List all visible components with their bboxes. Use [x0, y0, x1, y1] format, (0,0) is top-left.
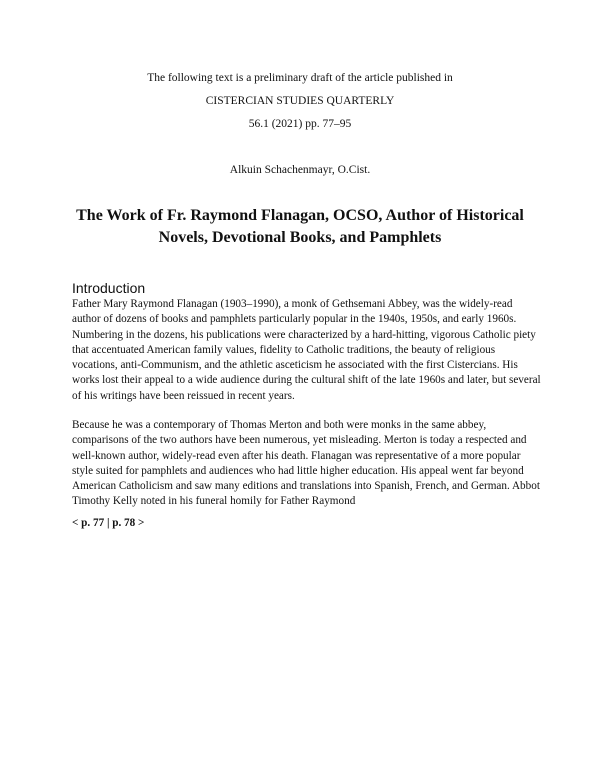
page-break-marker: < p. 77 | p. 78 > [72, 517, 145, 529]
author-name: Alkuin Schachenmayr, O.Cist. [229, 164, 371, 176]
journal-name: CISTERCIAN STUDIES QUARTERLY [205, 95, 395, 107]
journal-citation: 56.1 (2021) pp. 77–95 [248, 118, 352, 130]
paragraph-1: Father Mary Raymond Flanagan (1903–1990), a monk of Gethsemani Abbey, was the widely-read author of dozens of books and pamphlets particularly popular in the 1940s, 1950s, and early 1960s. Numbering in the dozens, his publications were characterized by a hard-hitting, vigorous Catholic piety that accentuated American family values, fidelity to Catholic traditions, the beauty of religious vocations, anti-Communism, and the athletic asceticism he associated with the first Cistercians. His works lost their appeal to a wide audience during the cultural shift of the late 1960s and later, but several of his writings have been reissued in recent years. [72, 298, 541, 402]
draft-notice: The following text is a preliminary draft of the article published in [147, 72, 453, 84]
paragraph-2: Because he was a contemporary of Thomas Merton and both were monks in the same abbey, comparisons of the two authors have been numerous, yet misleading. Merton is today a respected and well-known author, widely-read even after his death. Flanagan was representative of a more popular style suited for pamphlets and audiences who had little higher education. His appeal went far beyond American Catholicism and saw many editions and translations into Spanish, French, and German. Abbot Timothy Kelly noted in his funeral homily for Father Raymond [72, 419, 540, 508]
section-heading: Introduction [72, 280, 146, 296]
article-title: The Work of Fr. Raymond Flanagan, OCSO, Author of Historical Novels, Devotional Books, and Pamphlets [76, 207, 524, 246]
